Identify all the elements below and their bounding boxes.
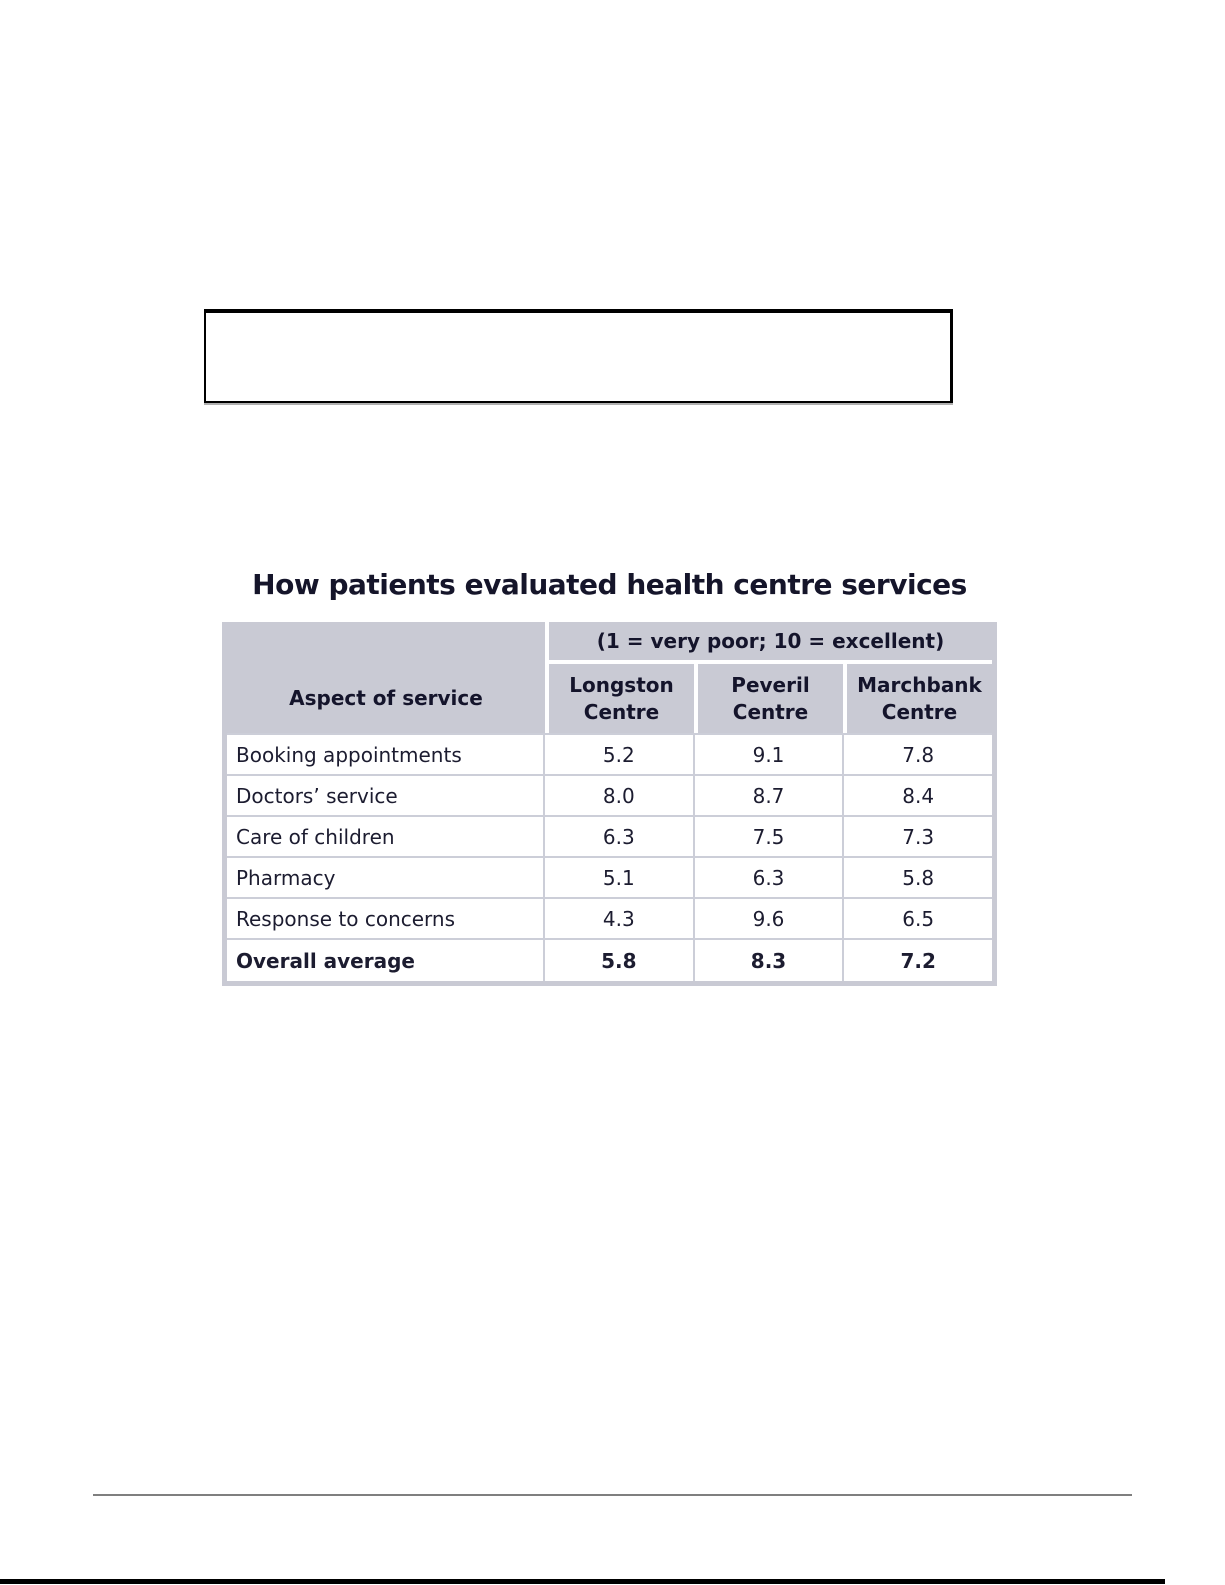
cell-value: 4.3 xyxy=(602,906,635,931)
cell-value: 5.8 xyxy=(601,948,637,973)
footer-rule xyxy=(93,1494,1132,1496)
cell-value: 6.3 xyxy=(602,824,635,849)
services-table xyxy=(222,622,997,986)
cell-value: 7.2 xyxy=(842,940,992,981)
table-row-overall-average xyxy=(227,938,992,981)
row-label: Response to concerns xyxy=(227,899,545,938)
header-centres-group xyxy=(549,622,992,733)
header-peveril-centre: Peveril Centre xyxy=(698,664,843,733)
header-longston-centre: Longston Centre xyxy=(549,664,694,733)
header-centre-columns xyxy=(549,664,992,733)
cell-value: 5.8 xyxy=(842,858,992,897)
table-row-response-to-concerns xyxy=(227,897,992,938)
row-label: Care of children xyxy=(227,817,545,856)
cell-value: 6.3 xyxy=(693,858,843,897)
table-header xyxy=(227,622,992,733)
cell-value: 7.3 xyxy=(842,817,992,856)
table-row-booking-appointments xyxy=(227,733,992,774)
page-bottom-edge xyxy=(0,1579,1165,1584)
cell-value: 8.0 xyxy=(602,783,635,808)
row-label: Booking appointments xyxy=(227,735,545,774)
cell-value: 8.7 xyxy=(693,776,843,815)
cell-value: 7.8 xyxy=(842,735,992,774)
row-label: Pharmacy xyxy=(227,858,545,897)
cell-value: 8.4 xyxy=(842,776,992,815)
cell-value: 5.1 xyxy=(602,865,635,890)
cell-value: 8.3 xyxy=(693,940,843,981)
table-row-care-of-children xyxy=(227,815,992,856)
row-label: Overall average xyxy=(227,940,545,981)
row-label: Doctors’ service xyxy=(227,776,545,815)
header-aspect-of-service: Aspect of service xyxy=(227,622,545,733)
table-row-doctors-service xyxy=(227,774,992,815)
cell-value: 9.1 xyxy=(693,735,843,774)
answer-box xyxy=(204,309,953,403)
table-row-pharmacy xyxy=(227,856,992,897)
cell-value: 7.5 xyxy=(693,817,843,856)
figure-title: How patients evaluated health centre services xyxy=(252,568,967,601)
cell-value: 9.6 xyxy=(693,899,843,938)
cell-value: 6.5 xyxy=(842,899,992,938)
header-marchbank-centre: Marchbank Centre xyxy=(847,664,992,733)
header-scale-note: (1 = very poor; 10 = excellent) xyxy=(549,622,992,660)
cell-value: 5.2 xyxy=(602,742,635,767)
